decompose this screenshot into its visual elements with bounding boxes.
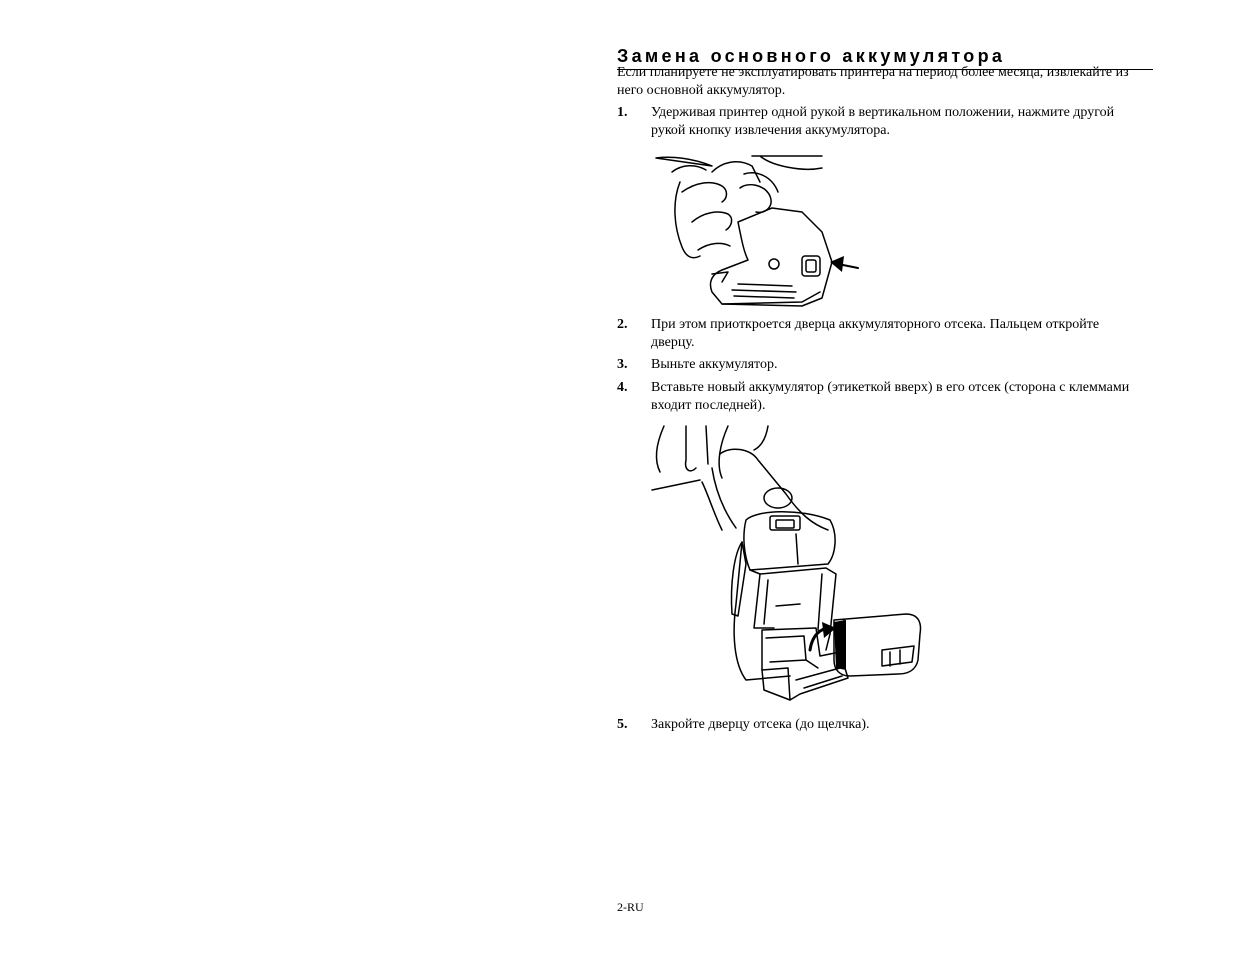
step-text: Выньте аккумулятор. [651,357,778,372]
step-number: 1. [617,105,628,120]
step-number: 2. [617,317,628,332]
step-4 [617,379,1137,415]
step-1 [617,104,1137,140]
step-text: При этом приоткроется дверца аккумуляторного отсека. Пальцем откройте дверцу. [651,317,1100,350]
step-text: Удерживая принтер одной рукой в вертикальном положении, нажмите другой рукой кнопку извлечения аккумулятора. [651,105,1115,138]
intro-paragraph: Если планируете не эксплуатировать принтера на период более месяца, извлекайте из него основной аккумулятор. [617,65,1129,98]
step-number: 4. [617,380,628,395]
section-title: Замена основного аккумулятора [617,45,1153,70]
step-text: Вставьте новый аккумулятор (этикеткой вверх) в его отсек (сторона с клеммами входит последней). [651,380,1130,413]
step-3 [617,356,1137,374]
step-5 [617,716,1137,734]
page-number: 2-RU [617,900,644,914]
step-text: Закройте дверцу отсека (до щелчка). [651,717,870,732]
step-number: 5. [617,717,628,732]
battery-insert-illustration [650,424,930,706]
step-number: 3. [617,357,628,372]
step-2 [617,316,1137,352]
battery-release-illustration [652,152,862,314]
